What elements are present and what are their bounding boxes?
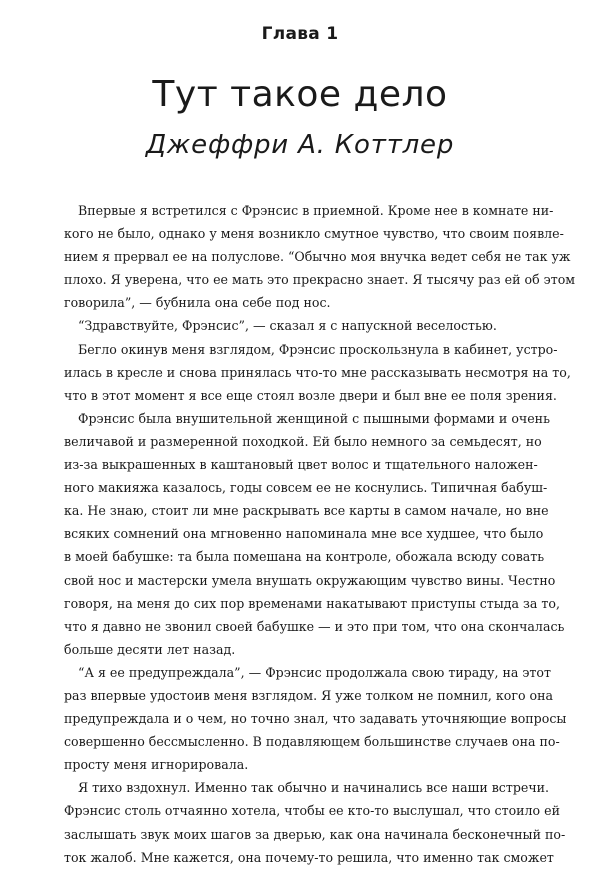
text-line: ного макияжа казалось, годы совсем ее не коснулись. Типичная бабуш-	[64, 480, 548, 496]
text-line: Фрэнсис была внушительной женщиной с пышными формами и очень	[78, 410, 550, 426]
chapter-heading: Глава 1	[261, 24, 339, 44]
text-line: в моей бабушке: та была помешана на контроле, обожала всюду совать	[64, 549, 545, 565]
text-line: Фрэнсис столь отчаянно хотела, чтобы ее кто-то выслушал, что стоило ей	[64, 803, 560, 819]
text-line: илась в кресле и снова принялась что-то мне рассказывать несмотря на то,	[64, 364, 571, 380]
body-text	[64, 199, 576, 869]
text-line: говоря, на меня до сих пор временами накатывают приступы стыда за то,	[64, 595, 560, 611]
text-line: ка. Не знаю, стоит ли мне раскрывать все карты в самом начале, но вне	[64, 503, 549, 519]
text-line: говорила”, — бубнила она себе под нос.	[64, 295, 331, 311]
text-line: предупреждала и о чем, но точно знал, что задавать уточняющие вопросы	[64, 711, 567, 727]
text-line: совершенно бессмысленно. В подавляющем большинстве случаев она по-	[64, 734, 560, 750]
text-line: просту меня игнорировала.	[64, 757, 249, 773]
chapter-author: Джеффри А. Коттлер	[145, 130, 455, 160]
text-line: “А я ее предупреждала”, — Фрэнсис продолжала свою тираду, на этот	[78, 664, 551, 680]
text-line: кого не было, однако у меня возникло смутное чувство, что своим появле-	[64, 226, 564, 242]
text-line: ток жалоб. Мне кажется, она почему-то решила, что именно так сможет	[64, 849, 554, 865]
text-line: что в этот момент я все еще стоял возле двери и был вне ее поля зрения.	[64, 387, 557, 403]
text-line: величавой и размеренной походкой. Ей было немного за семьдесят, но	[64, 433, 542, 449]
text-line: Впервые я встретился с Фрэнсис в приемной. Кроме нее в комнате ни-	[78, 203, 554, 218]
text-line: что я давно не звонил своей бабушке — и это при том, что она скончалась	[64, 618, 565, 634]
text-line: плохо. Я уверена, что ее мать это прекрасно знает. Я тысячу раз ей об этом	[64, 272, 576, 288]
text-line: из-за выкрашенных в каштановый цвет волос и тщательного наложен-	[64, 457, 538, 473]
chapter-title: Тут такое дело	[152, 74, 448, 115]
text-line: больше десяти лет назад.	[64, 641, 236, 657]
text-line: всяких сомнений она мгновенно напоминала мне все худшее, что было	[64, 526, 544, 542]
text-line: раз впервые удостоив меня взглядом. Я уже толком не помнил, кого она	[64, 687, 554, 703]
text-line: заслышать звук моих шагов за дверью, как она начинала бесконечный по-	[64, 826, 566, 842]
text-line: Я тихо вздохнул. Именно так обычно и начинались все наши встречи.	[78, 780, 550, 796]
text-line: Бегло окинув меня взглядом, Фрэнсис проскользнула в кабинет, устро-	[78, 341, 558, 357]
text-line: свой нос и мастерски умела внушать окружающим чувство вины. Честно	[64, 572, 556, 588]
text-line: “Здравствуйте, Фрэнсис”, — сказал я с напускной веселостью.	[78, 318, 497, 334]
text-line: нием я прервал ее на полуслове. “Обычно моя внучка ведет себя не так уж	[64, 249, 571, 265]
